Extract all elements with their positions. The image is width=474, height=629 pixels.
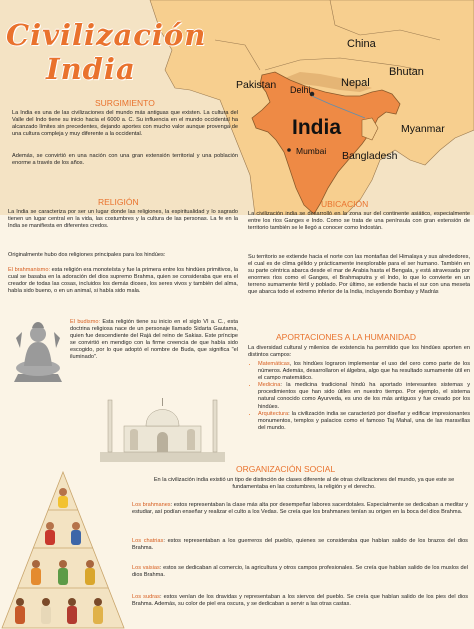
aportacion-arquitectura: • Arquitectura: la civilización india se caracterizó por diseñar y edificar impresionantes monumentos, templos y palacios como el famoso Taj Mahal, una de las maravillas del mundo. [258,411,470,432]
religion-intro: La India se caracteriza por ser un lugar donde las religiones, la espiritualidad y lo sagrado tienen un lugar central en la vida, las costumbres y la cultura de las personas. La fe en la India se manifiesta en diferentes credos. [8,209,238,230]
organizacion-intro: En la civilización india existió un tipo de distinción de clases diferente al de otras civilizaciones del mundo, ya que este se fundamentaba en las costumbres, la religión y el derecho. [153,477,455,491]
brahmanismo-label: El brahmanismo: [8,267,51,273]
surgimiento-text-2: Además, se convirtió en una nación con una gran extensión territorial y una población enorme a través de los años. [12,153,238,167]
brahmanismo-body: esta religión era monoteísta y fue la primera entre los hindúes primitivos, la cual se basaba en la adoración del dios supremo Brahma, quien se consideraba que era el creador de todas las cosas, incluidos los demás dioses, los seres vivos y también del alma, había sido bueno, o en un animal, si había sido mala. [8,267,238,295]
title-line-1: Civilización [6,18,207,52]
map-label-nepal: Nepal [341,77,370,89]
caste-brahmanes: Los brahmanes: estos representaban la clase más alta por desempeñar labores sacerdotales. Especialmente se dedicaban a meditar y estudiar, así podían enseñar y realizar el culto a los Vedas. Se creía que los brahmanes tenían su origen en la boca del dios Brahma. [132,502,468,516]
aportaciones-list [250,361,470,432]
religion-heading: RELIGIÓN [98,197,139,207]
map-label-china: China [347,38,376,50]
map-label-bhutan: Bhutan [389,66,424,78]
ubicacion-text-1: La civilización india se desarrolló en la zona sur del continente asiático, especialmente entre los ríos Ganges e Indo. Como se trata de una península con gran extensión de territorio también se le llegó a conocer como Indostán. [248,211,470,232]
surgimiento-heading: SURGIMIENTO [95,98,155,108]
budismo-label: El budismo: [70,319,101,325]
map-label-delhi: Delhi [290,85,311,95]
page-title [6,18,206,86]
aportacion-medicina: • Medicina: la medicina tradicional hindú ha aportado interesantes sistemas y procedimientos que han sido útiles en nuestro tiempo. Por ejemplo, el sistema natural conocido como Ayurveda, es uno de los más antiguos y fue creado por los hindúes. [258,382,470,410]
map-label-mumbai: Mumbai [296,146,327,156]
ubicacion-text-2: Su territorio se extiende hacia el norte con las montañas del Himalaya y sus alrededores, el cual es de clima gélido y prácticamente inexplorable para el ser humano. También en su parte céntrica abarca desde el mar de Arabia hasta el Bengala, y está atravesada por enormes ríos como el Ganges, el Brahmaputra y el Indo, lo que lo convierte en un terreno sumamente fértil y poblado. Por último, se extiende hacia el sur con una meseta que abarca todo el extremo inferior de la India, incluyendo Bombay y Madrás [248,254,470,296]
brahmanismo-text [8,267,238,295]
organizacion-heading: ORGANIZACIÓN SOCIAL [236,464,336,474]
aportacion-matematicas: • Matemáticas, los hindúes lograron implementar el uso del cero como parte de los números. Además, desarrollaron el álgebra, algo que ha resultado sumamente útil en el campo matemático. [258,361,470,382]
religion-two-religions: Originalmente hubo dos religiones principales para los hindúes: [8,252,166,258]
taj-mahal-illustration [100,380,225,462]
caste-chatrias: Los chatrias: estos representaban a los guerreros del pueblo, quienes se consideraba que habían salido de los brazos del dios Brahma. [132,538,468,552]
caste-sudras: Los sudras: estos venían de los dravidas y representaban a los siervos del pueblo. Se creía que habían salido de los pies del dios Brahma. Además, su color de piel era oscura, y se dedicaban a servir a las otras castas. [132,594,468,608]
mumbai-marker [287,148,291,152]
aportaciones-heading: APORTACIONES A LA HUMANIDAD [276,332,416,342]
budismo-text [70,319,238,362]
title-line-2: India [46,52,136,86]
budismo-body: Esta religión tiene su inicio en el siglo VI a. C., esta doctrina religiosa nace de un personaje llamado Sidarta Gautama, quien fue descendiente del Rajá del reino de Sakias. Este príncipe se convirtió en mendigo con la firme creencia de que había sido escogido, por lo que adoptó el nombre de Buda, que significa "el iluminado". [70,319,239,361]
map-label-bangladesh: Bangladesh [342,150,398,162]
map-label-myanmar: Myanmar [401,123,445,135]
castes-illustration [0,470,126,629]
caste-figure-brahmin [58,488,68,508]
aportaciones-intro: La diversidad cultural y milenios de existencia ha permitido que los hindúes aporten en distintos campos: [248,345,470,359]
ubicacion-heading: UBICACIÓN [321,199,369,209]
buddha-illustration [8,318,68,384]
map-label-pakistan: Pakistan [236,79,277,91]
caste-vaisias: Los vaisias: estos se dedicaban al comercio, la agricultura y otros campos profesionales. Se creía que habían salido de los muslos del dios Brahma. [132,565,469,579]
surgimiento-text: La India es una de las civilizaciones del mundo más antiguas que existen. La cultura del Valle del Indo tiene su inicio hacia el 6000 a. C. Su influencia en el mundo occidental ha alcanzado límites sin precedentes, dejando aportes con mucho valor aunque provenga de una cultura compleja y muy diferente a la occidental. [12,110,238,138]
map-label-india: India [292,116,342,139]
